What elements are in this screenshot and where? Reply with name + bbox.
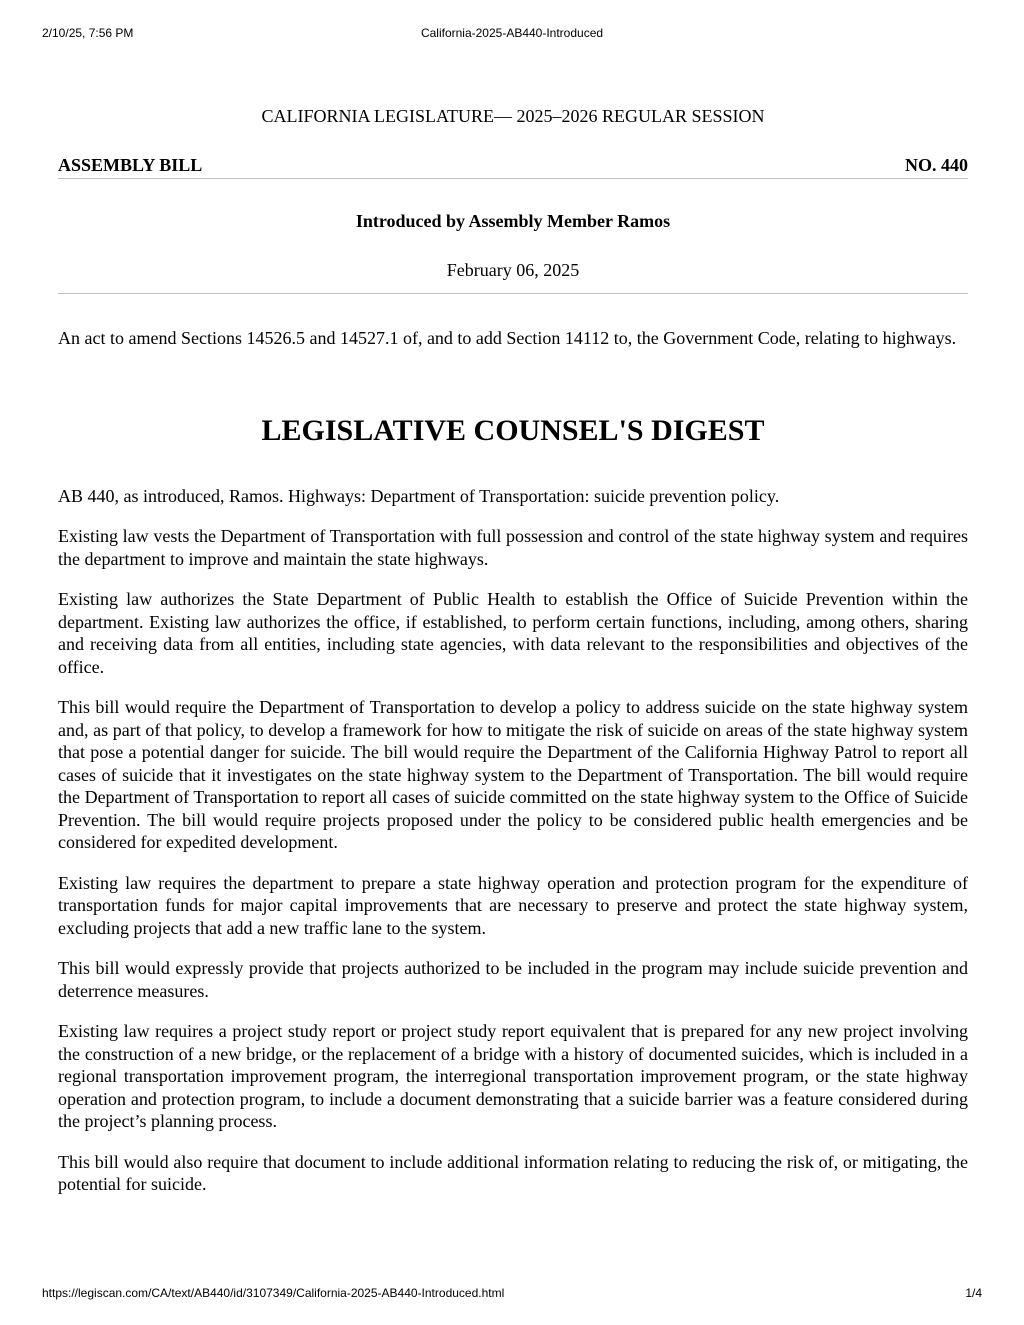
session-title: CALIFORNIA LEGISLATURE— 2025–2026 REGULAR SESSION bbox=[261, 106, 765, 126]
bill-number: NO. 440 bbox=[905, 154, 968, 175]
digest-summary: AB 440, as introduced, Ramos. Highways: Department of Transportation: suicide prevention policy. bbox=[58, 485, 780, 506]
digest-paragraph: This bill would require the Department of Transportation to develop a policy to address suicide on the state highway system and, as part of that policy, to develop a framework for how to mitigate the risk of suicide on areas of the state highway system that pose a potential danger for suicide. The bill would require the Department of the California Highway Patrol to report all cases of suicide that it investigates on the state highway system to the Department of Transportation. The bill would require the Department of Transportation to report all cases of suicide committed on the state highway system to the Office of Suicide Prevention. The bill would require projects proposed under the policy to be considered public health emergencies and be considered for expedited development. bbox=[58, 697, 968, 852]
digest-paragraph: Existing law vests the Department of Transportation with full possession and control of the state highway system and requires the department to improve and maintain the state highways. bbox=[58, 526, 968, 569]
digest-paragraph: Existing law requires the department to prepare a state highway operation and protection program for the expenditure of transportation funds for major capital improvements that are necessary to preserve and protect the state highway system, excluding projects that add a new traffic lane to the system. bbox=[58, 872, 968, 938]
digest-paragraph: Existing law authorizes the State Department of Public Health to establish the Office of Suicide Prevention within the department. Existing law authorizes the office, if established, to perform certain functions, including, among others, sharing and receiving data from all entities, including state agencies, with data relevant to the responsibilities and objectives of the office. bbox=[58, 589, 968, 677]
introduced-date: February 06, 2025 bbox=[58, 259, 968, 295]
print-url: https://legiscan.com/CA/text/AB440/id/3107349/California-2025-AB440-Introduced.html bbox=[42, 1286, 505, 1300]
introduced-by: Introduced by Assembly Member Ramos bbox=[355, 211, 671, 231]
digest-paragraph: Existing law requires a project study report or project study report equivalent that is prepared for any new project involving the construction of a new bridge, or the replacement of a bridge with a history of documented suicides, which is included in a regional transportation improvement program, the interregional transportation improvement program, or the state highway operation and protection program, to include a document demonstrating that a suicide barrier was a feature considered during the project’s planning process. bbox=[58, 1021, 968, 1131]
page-number: 1/4 bbox=[965, 1286, 982, 1300]
print-footer bbox=[0, 1286, 1024, 1302]
bill-document bbox=[58, 100, 968, 1196]
act-title: An act to amend Sections 14526.5 and 14527.1 of, and to add Section 14112 to, the Government Code, relating to highways. bbox=[58, 328, 957, 348]
digest-paragraph: This bill would expressly provide that projects authorized to be included in the program may include suicide prevention and deterrence measures. bbox=[58, 958, 968, 1001]
digest-heading: LEGISLATIVE COUNSEL'S DIGEST bbox=[261, 413, 765, 447]
bill-type: ASSEMBLY BILL bbox=[58, 154, 203, 175]
print-datetime: 2/10/25, 7:56 PM bbox=[42, 26, 134, 40]
bill-id-row bbox=[58, 154, 968, 180]
digest-paragraph: This bill would also require that document to include additional information relating to reducing the risk of, or mitigating, the potential for suicide. bbox=[58, 1151, 968, 1194]
print-title: California-2025-AB440-Introduced bbox=[420, 26, 604, 40]
print-header bbox=[0, 26, 1024, 42]
